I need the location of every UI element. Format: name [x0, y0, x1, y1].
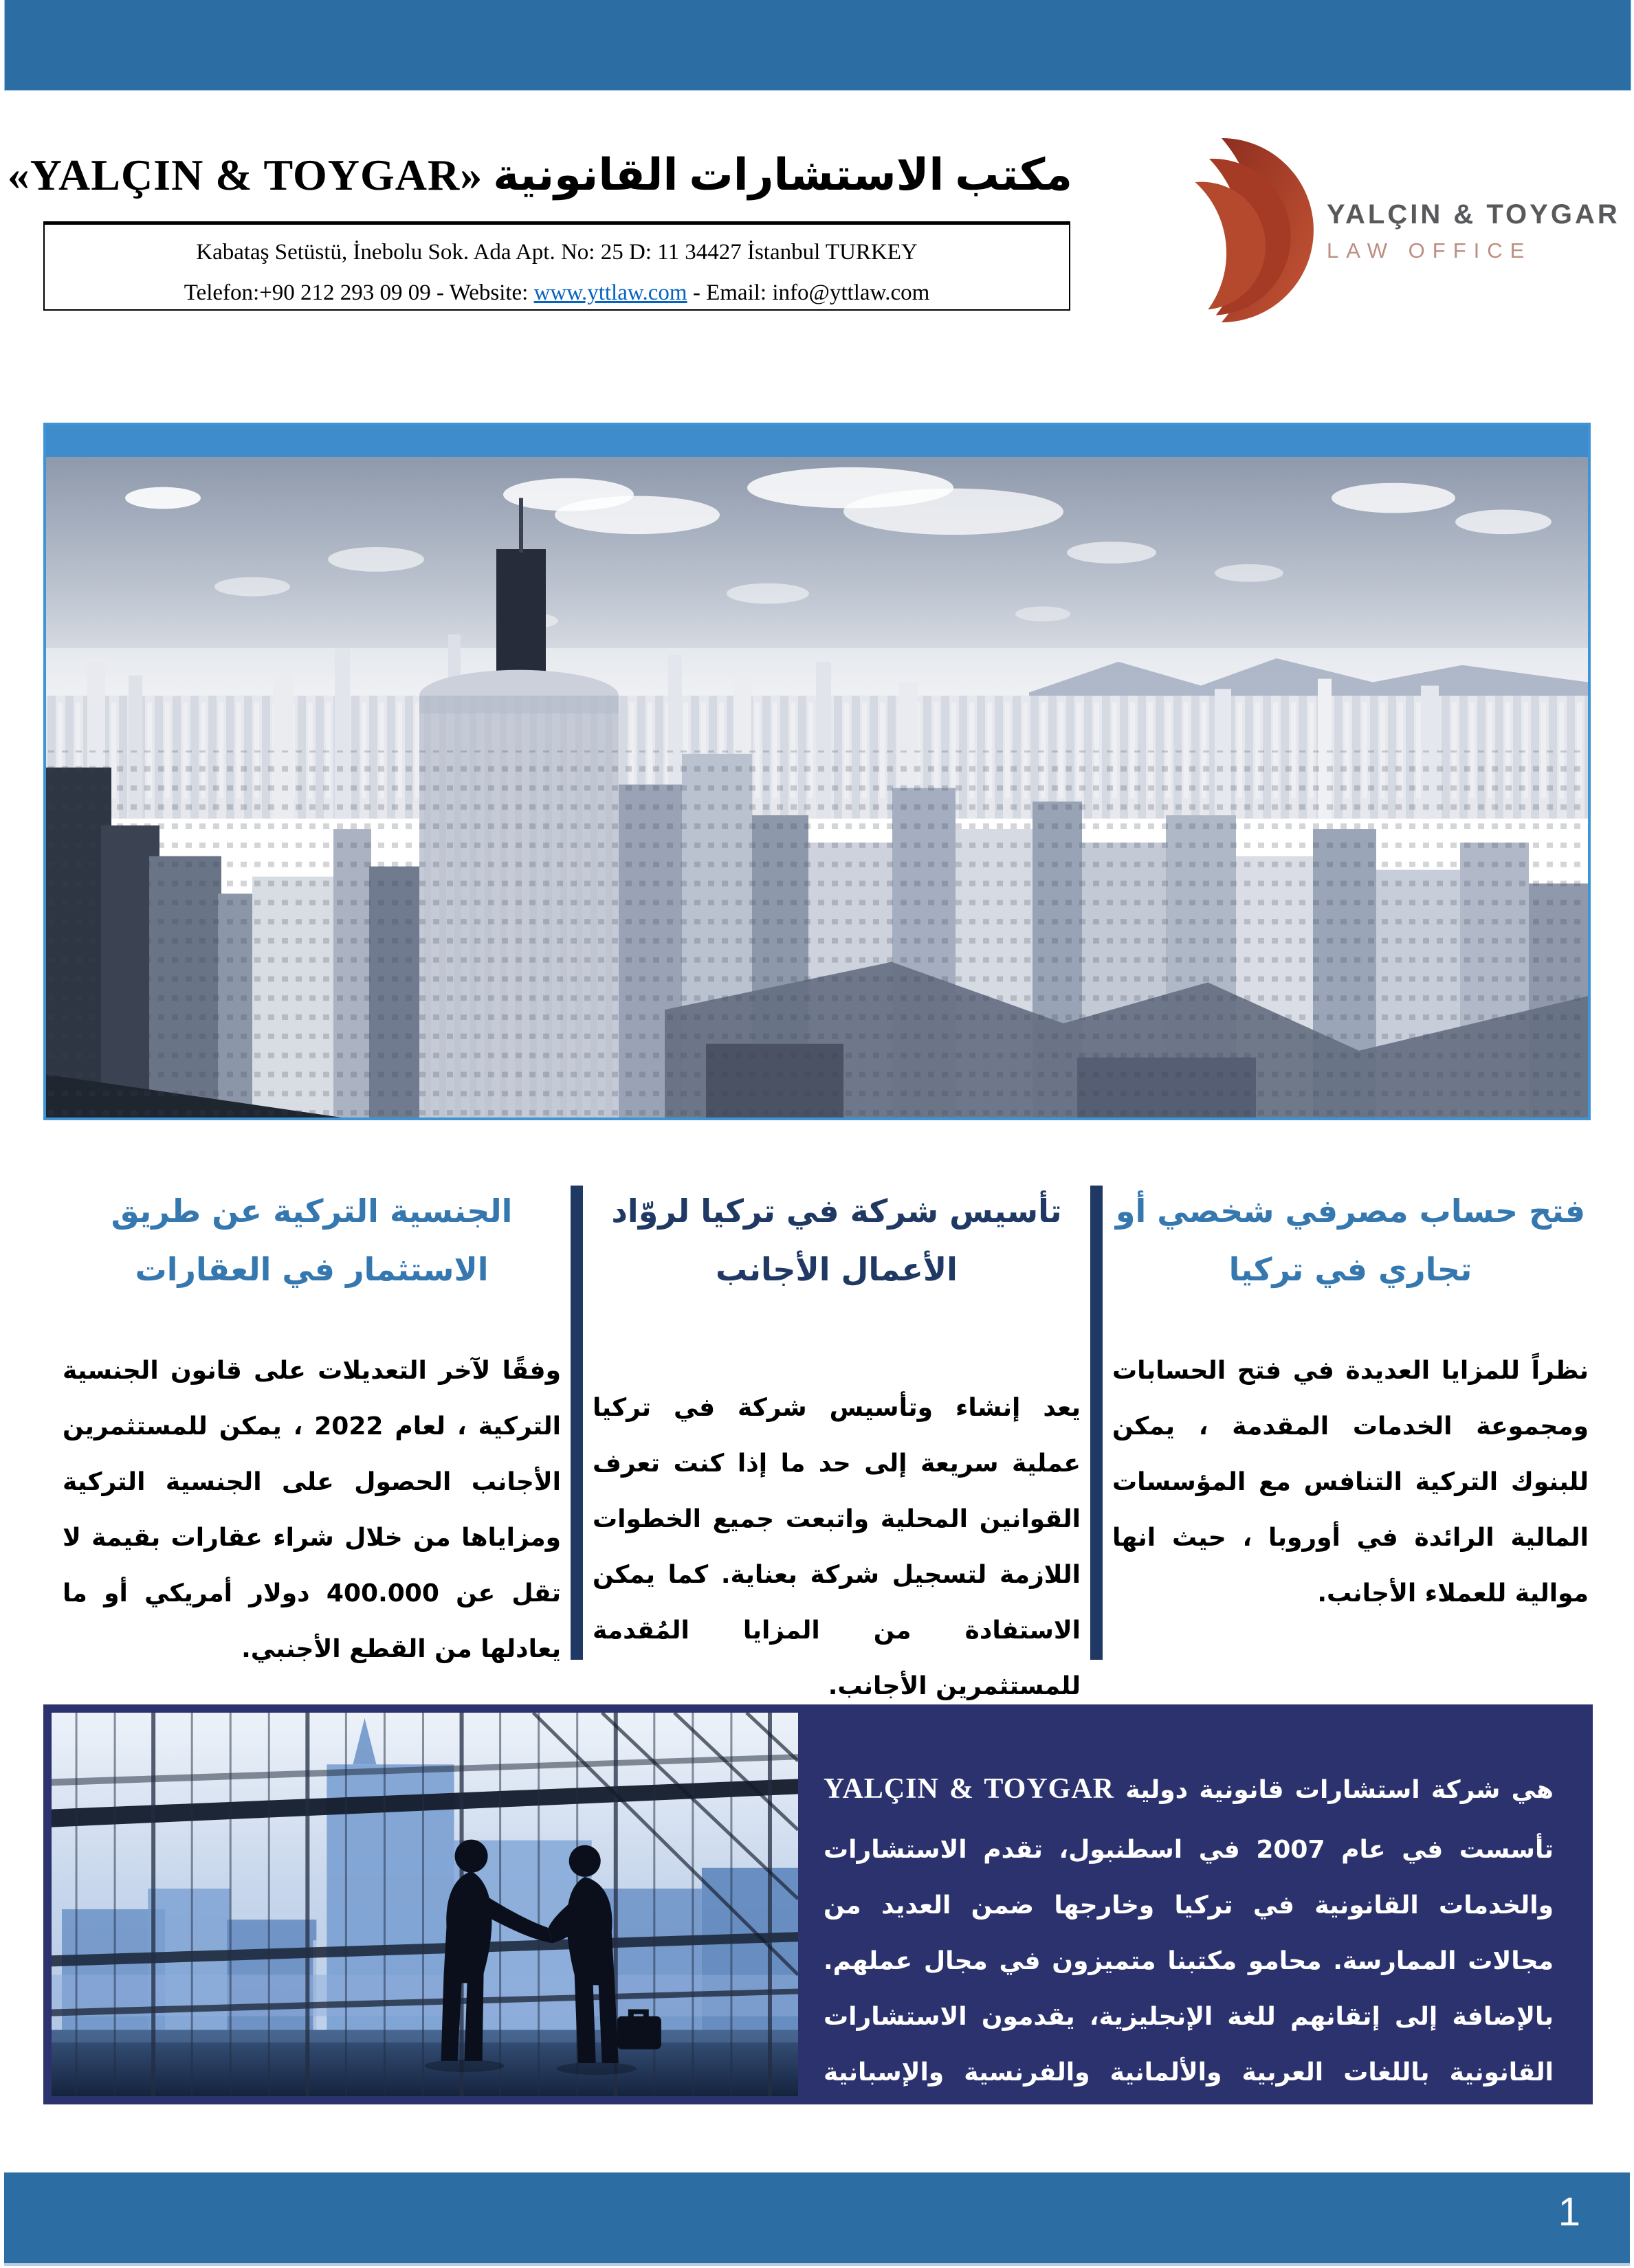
top-header-bar	[4, 0, 1631, 91]
article-company-body: يعد إنشاء وتأسيس شركة في تركيا عملية سريعة إلى حد ما إذا كنت تعرف القوانين المحلية واتبعت جميع الخطوات اللازمة لتسجيل شركة بعناية. كما يمكن الاستفادة من المزايا المُقدمة للمستثمرين الأجانب.	[593, 1394, 1081, 1701]
address-box	[43, 221, 1070, 311]
tulip-swirl-icon	[1138, 127, 1316, 333]
contact-prefix: Telefon:+90 212 293 09 09 - Website:	[184, 280, 534, 305]
article-bank-account	[1108, 1168, 1593, 1698]
article-citizenship-body: وفقًا لآخر التعديلات على قانون الجنسية التركية ، لعام 2022 ، يمكن للمستثمرين الأجانب الحصول على الجنسية التركية ومزاياها من خلال شراء عقارات بقيمة لا تقل عن 400.000 دولار أمريكي أو ما يعادلها من القطع الأجنبي.	[63, 1357, 561, 1664]
handshake-photo	[52, 1713, 798, 2096]
logo-text	[1327, 199, 1620, 263]
article-citizenship-heading: الجنسية التركية عن طريق الاستثمار في العقارات	[111, 1192, 513, 1289]
article-bank-body: نظراً للمزايا العديدة في فتح الحسابات ومجموعة الخدمات المقدمة ، يمكن للبنوك التركية التنافس مع المؤسسات المالية الرائدة في أوروبا ، حيث انها موالية للعملاء الأجانب.	[1112, 1357, 1589, 1608]
articles-section	[43, 1168, 1593, 1701]
article-citizenship	[58, 1168, 565, 1698]
website-link[interactable]: www.yttlaw.com	[533, 280, 687, 305]
about-arabic-intro: هي شركة استشارات قانونية دولية	[1125, 1776, 1554, 1804]
about-latin-name: YALÇIN & TOYGAR	[824, 1773, 1115, 1805]
column-divider	[1090, 1186, 1103, 1660]
logo-subtitle: LAW OFFICE	[1327, 238, 1532, 263]
about-rest: تأسست في عام 2007 في اسطنبول، تقدم الاستشارات والخدمات القانونية في تركيا وخارجها ضمن العديد من مجالات الممارسة. محامو مكتبنا متميزون في مجال عملهم. بالإضافة إلى إتقانهم للغة الإنجليزية، يقدمون الاستشارات القانونية باللغات العربية والألمانية والفرنسية والإسبانية والروسية.	[824, 1835, 1554, 2142]
city-skyline-photo	[46, 457, 1588, 1118]
page-title: مكتب الاستشارات القانونية «YALÇIN & TOYGAR»	[7, 151, 1072, 199]
about-firm-text	[824, 1757, 1554, 2156]
about-firm-box	[43, 1704, 1593, 2142]
address-line: Kabataş Setüstü, İnebolu Sok. Ada Apt. No: 25 D: 11 34427 İstanbul TURKEY	[196, 240, 918, 265]
photo-header-band	[46, 425, 1588, 457]
article-company-heading: تأسيس شركة في تركيا لروّاد الأعمال الأجانب	[611, 1192, 1062, 1289]
footer-bar	[4, 2172, 1630, 2266]
article-company-formation	[588, 1168, 1085, 1701]
contact-suffix: - Email: info@yttlaw.com	[687, 280, 930, 305]
law-office-logo	[1138, 127, 1620, 333]
city-photo-block	[43, 423, 1591, 1120]
column-divider	[571, 1186, 583, 1660]
page-number: 1	[1558, 2190, 1580, 2234]
article-bank-heading: فتح حساب مصرفي شخصي أو تجاري في تركيا	[1115, 1192, 1586, 1289]
logo-name: YALÇIN & TOYGAR	[1327, 199, 1620, 230]
contact-line	[45, 280, 1069, 306]
